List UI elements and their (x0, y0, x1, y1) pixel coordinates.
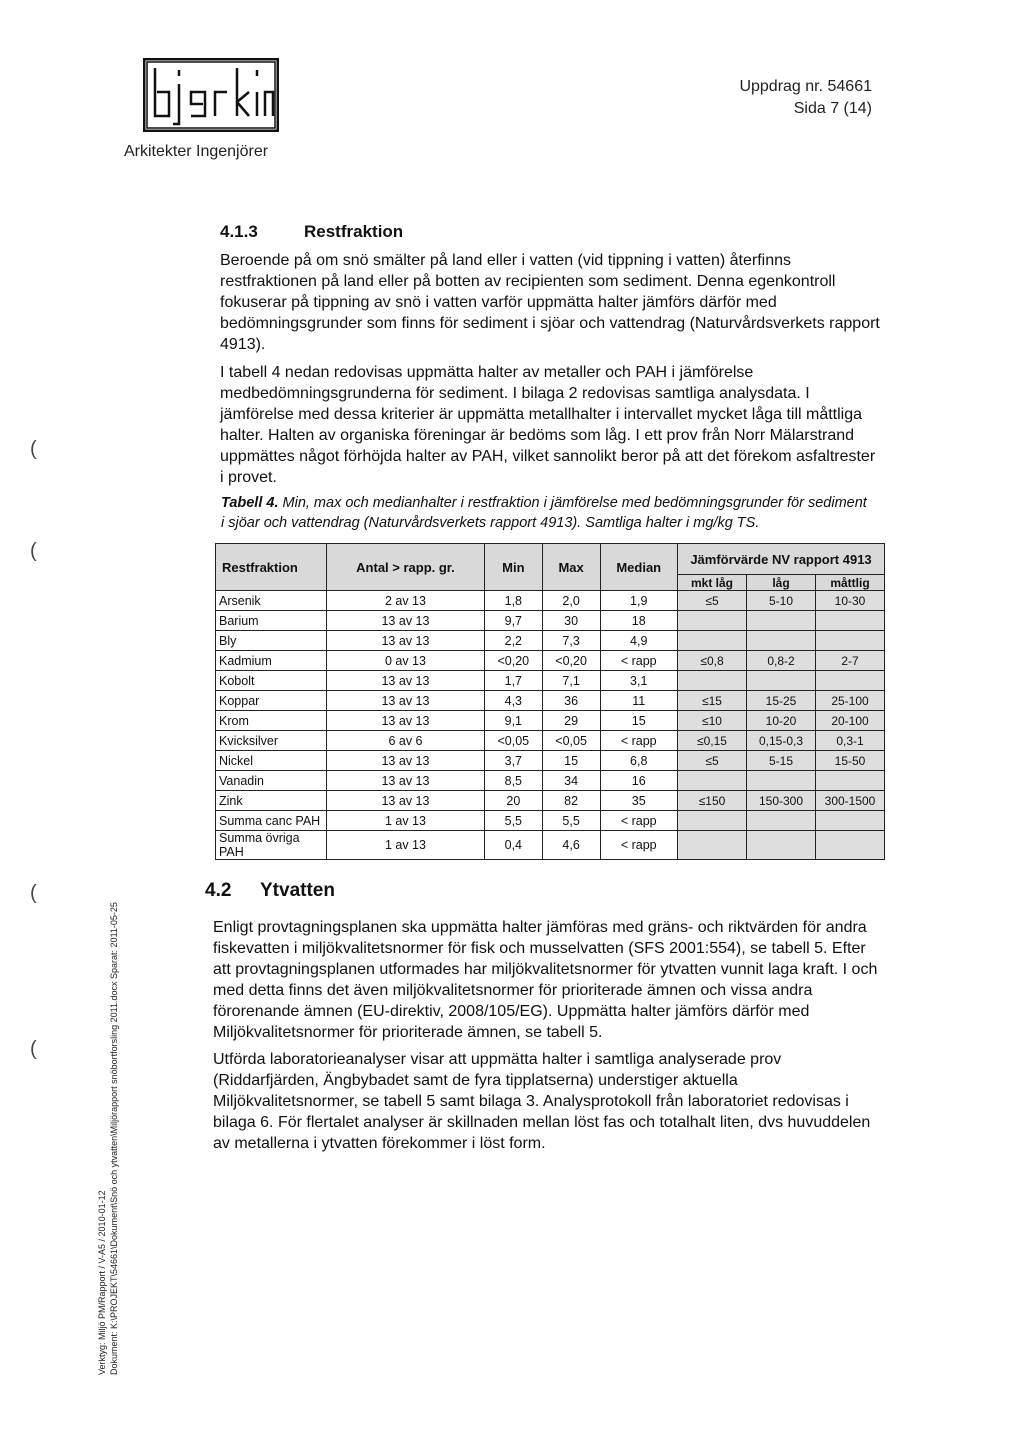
section-heading-413 (220, 222, 403, 242)
cell-name: Kvicksilver (216, 731, 327, 751)
cell-min: 0,4 (484, 831, 542, 860)
cell-min: 1,8 (484, 591, 542, 611)
paragraph-ytvatten-1: Enligt provtagningsplanen ska uppmätta halter jämföras med gräns- och riktvärden för andra fiskevatten i miljökvalitetsnormer för fisk och musselvatten (SFS 2001:554), se tabell 5. Efter att provtagningsplanen utformades har miljökvalitetsnormer för ytvatten vunnit laga kraft. I och med detta finns det även miljökvalitetsnormer för prioriterade ämnen och vissa andra förorenande ämnen (EU-direktiv, 2008/105/EG). Uppmätta halter jämförs därför med Miljökvalitetsnormer för prioriterade ämnen, se tabell 5. (213, 919, 878, 1041)
cell-median: < rapp (600, 731, 678, 751)
cell-median: 18 (600, 611, 678, 631)
cell-name: Kobolt (216, 671, 327, 691)
table-row (216, 711, 885, 731)
margin-paren-mark: ( (30, 540, 37, 562)
cell-ref-very-low (678, 771, 747, 791)
cell-ref-moderate: 2-7 (816, 651, 885, 671)
cell-median: < rapp (600, 811, 678, 831)
cell-name: Vanadin (216, 771, 327, 791)
cell-ref-very-low (678, 671, 747, 691)
cell-ref-very-low: ≤0,8 (678, 651, 747, 671)
cell-ref-very-low: ≤5 (678, 751, 747, 771)
section-number: 4.2 (205, 880, 232, 901)
cell-count: 13 av 13 (327, 691, 485, 711)
cell-name: Krom (216, 711, 327, 731)
cell-min: <0,20 (484, 651, 542, 671)
cell-ref-low: 150-300 (747, 791, 816, 811)
cell-ref-moderate: 20-100 (816, 711, 885, 731)
cell-max: 7,1 (542, 671, 600, 691)
cell-name: Arsenik (216, 591, 327, 611)
header-median: Median (600, 544, 678, 591)
company-logo (143, 58, 279, 132)
paragraph-ytvatten-2: Utförda laboratorieanalyser visar att uppmätta halter i samtliga analyserade prov (Riddarfjärden, Ängbybadet samt de fyra tipplatserna) understiger aktuella Miljökvalitetsnormer, se tabell 5 samt bilaga 3. Analysprotokoll från laboratoriet redovisas i bilaga 6. För flertalet analyser är skillnaden mellan löst fas och totalhalt liten, dvs huvuddelen av metallerna i ytvatten förekommer i löst form. (213, 1051, 871, 1152)
header-compare: Jämförvärde NV rapport 4913 (678, 544, 885, 575)
cell-ref-moderate (816, 771, 885, 791)
cell-ref-very-low: ≤15 (678, 691, 747, 711)
cell-min: 9,1 (484, 711, 542, 731)
table-row (216, 631, 885, 651)
cell-min: 3,7 (484, 751, 542, 771)
cell-count: 13 av 13 (327, 751, 485, 771)
cell-median: 3,1 (600, 671, 678, 691)
cell-count: 13 av 13 (327, 631, 485, 651)
section-title: Ytvatten (260, 880, 335, 901)
cell-ref-low: 0,15-0,3 (747, 731, 816, 751)
cell-max: 34 (542, 771, 600, 791)
table-4 (215, 543, 885, 860)
cell-min: 2,2 (484, 631, 542, 651)
cell-min: 1,7 (484, 671, 542, 691)
cell-ref-low: 5-10 (747, 591, 816, 611)
cell-ref-very-low: ≤150 (678, 791, 747, 811)
table-row (216, 771, 885, 791)
section-number: 4.1.3 (220, 222, 258, 241)
header-low: låg (747, 575, 816, 591)
table-row (216, 591, 885, 611)
cell-count: 13 av 13 (327, 671, 485, 691)
cell-count: 1 av 13 (327, 831, 485, 860)
paragraph-restfraktion-2: I tabell 4 nedan redovisas uppmätta halter av metaller och PAH i jämförelse medbedömningsgrunderna för sediment. I bilaga 2 redovisas samtliga analysdata. I jämförelse med dessa kriterier är uppmätta metallhalter i intervallet mycket låga till måttliga halter. Halten av organiska föreningar är bedöms som låg. I ett prov från Norr Mälarstrand uppmättes något förhöjda halter av PAH, vilket sannolikt beror på att det förekom asfaltrester i provet. (220, 364, 876, 486)
cell-ref-low (747, 831, 816, 860)
cell-ref-moderate (816, 831, 885, 860)
cell-ref-moderate: 10-30 (816, 591, 885, 611)
cell-median: < rapp (600, 651, 678, 671)
cell-ref-moderate: 300-1500 (816, 791, 885, 811)
cell-name: Koppar (216, 691, 327, 711)
table-row (216, 731, 885, 751)
cell-min: <0,05 (484, 731, 542, 751)
document-footer-vertical (96, 902, 120, 1375)
header-max: Max (542, 544, 600, 591)
cell-count: 13 av 13 (327, 771, 485, 791)
cell-ref-moderate (816, 631, 885, 651)
cell-name: Summa övriga PAH (216, 831, 327, 860)
table-row (216, 691, 885, 711)
cell-ref-moderate (816, 611, 885, 631)
margin-paren-mark: ( (30, 882, 37, 904)
table-caption-text: Min, max och medianhalter i restfraktion i jämförelse med bedömningsgrunder för sediment i sjöar och vattendrag (Naturvårdsverkets rapport 4913). Samtliga halter i mg/kg TS. (221, 495, 867, 531)
cell-ref-moderate: 25-100 (816, 691, 885, 711)
cell-max: <0,20 (542, 651, 600, 671)
cell-max: 15 (542, 751, 600, 771)
cell-max: 2,0 (542, 591, 600, 611)
cell-ref-very-low: ≤5 (678, 591, 747, 611)
cell-count: 6 av 6 (327, 731, 485, 751)
header-count: Antal > rapp. gr. (327, 544, 485, 591)
cell-max: <0,05 (542, 731, 600, 751)
margin-paren-mark: ( (30, 438, 37, 460)
cell-name: Barium (216, 611, 327, 631)
table-caption-label: Tabell 4. (221, 495, 279, 511)
cell-name: Kadmium (216, 651, 327, 671)
cell-ref-low: 0,8-2 (747, 651, 816, 671)
header-low-very: mkt låg (678, 575, 747, 591)
table-row (216, 671, 885, 691)
cell-ref-low (747, 631, 816, 651)
cell-median: 4,9 (600, 631, 678, 651)
table-row (216, 811, 885, 831)
assignment-number: Uppdrag nr. 54661 (739, 78, 872, 95)
cell-ref-low: 10-20 (747, 711, 816, 731)
cell-ref-very-low: ≤0,15 (678, 731, 747, 751)
header-min: Min (484, 544, 542, 591)
cell-min: 9,7 (484, 611, 542, 631)
cell-max: 30 (542, 611, 600, 631)
page-reference (739, 76, 872, 120)
cell-count: 2 av 13 (327, 591, 485, 611)
table-row (216, 751, 885, 771)
paragraph-restfraktion-1: Beroende på om snö smälter på land eller i vatten (vid tippning i vatten) återfinns restfraktionen på land eller på botten av recipienten som sediment. Denna egenkontroll fokuserar på tippning av snö i vatten varför uppmätta halter jämförs därför med bedömningsgrunder som finns för sediment i sjöar och vattendrag (Naturvårdsverkets rapport 4913). (220, 252, 880, 353)
section-heading-42 (205, 880, 335, 902)
cell-ref-moderate: 0,3-1 (816, 731, 885, 751)
cell-ref-moderate (816, 671, 885, 691)
logo-caption: Arkitekter Ingenjörer (124, 143, 269, 160)
cell-median: 15 (600, 711, 678, 731)
page-number: Sida 7 (14) (793, 100, 872, 117)
cell-name: Zink (216, 791, 327, 811)
cell-count: 13 av 13 (327, 711, 485, 731)
cell-median: 35 (600, 791, 678, 811)
cell-max: 82 (542, 791, 600, 811)
cell-name: Nickel (216, 751, 327, 771)
cell-min: 5,5 (484, 811, 542, 831)
cell-ref-low: 5-15 (747, 751, 816, 771)
table-caption (221, 493, 871, 533)
cell-median: 1,9 (600, 591, 678, 611)
cell-max: 7,3 (542, 631, 600, 651)
cell-count: 0 av 13 (327, 651, 485, 671)
cell-ref-low (747, 811, 816, 831)
cell-max: 36 (542, 691, 600, 711)
cell-median: 11 (600, 691, 678, 711)
table-row (216, 651, 885, 671)
cell-ref-low (747, 771, 816, 791)
cell-ref-moderate (816, 811, 885, 831)
table-row (216, 791, 885, 811)
cell-ref-moderate: 15-50 (816, 751, 885, 771)
cell-ref-very-low: ≤10 (678, 711, 747, 731)
footer-document-path: Dokument: K:\PROJEKT\54661\Dokument\Snö och ytvatten\Miljörapport snöbortforsling 2011.docx Sparat: 2011-05-25 (109, 902, 119, 1375)
header-fraction: Restfraktion (216, 544, 327, 591)
cell-ref-low (747, 611, 816, 631)
cell-median: < rapp (600, 831, 678, 860)
cell-ref-low: 15-25 (747, 691, 816, 711)
cell-ref-very-low (678, 811, 747, 831)
cell-name: Summa canc PAH (216, 811, 327, 831)
cell-median: 6,8 (600, 751, 678, 771)
cell-count: 1 av 13 (327, 811, 485, 831)
table-row (216, 831, 885, 860)
cell-max: 5,5 (542, 811, 600, 831)
footer-template: Verktyg: Miljö PM/Rapport / V-A5 / 2010-01-12 (97, 1190, 107, 1375)
cell-count: 13 av 13 (327, 791, 485, 811)
cell-min: 8,5 (484, 771, 542, 791)
table-row (216, 611, 885, 631)
cell-name: Bly (216, 631, 327, 651)
margin-paren-mark: ( (30, 1038, 37, 1060)
cell-max: 4,6 (542, 831, 600, 860)
section-title: Restfraktion (304, 222, 404, 241)
cell-min: 20 (484, 791, 542, 811)
cell-ref-low (747, 671, 816, 691)
cell-count: 13 av 13 (327, 611, 485, 631)
cell-ref-very-low (678, 611, 747, 631)
cell-median: 16 (600, 771, 678, 791)
cell-min: 4,3 (484, 691, 542, 711)
cell-max: 29 (542, 711, 600, 731)
cell-ref-very-low (678, 831, 747, 860)
header-moderate: måttlig (816, 575, 885, 591)
cell-ref-very-low (678, 631, 747, 651)
